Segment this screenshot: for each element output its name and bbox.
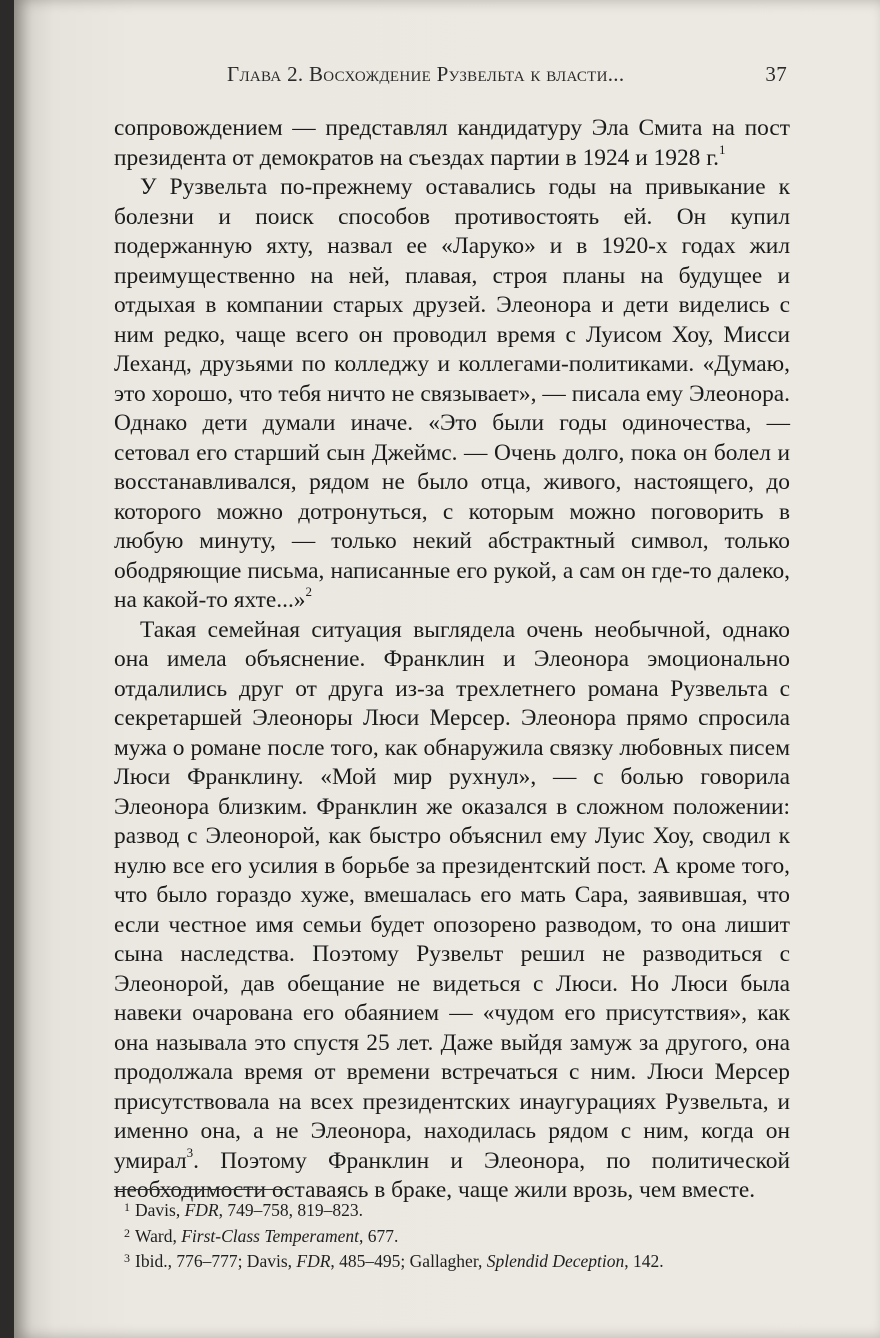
footnote-ref-1: 1: [719, 141, 726, 157]
footnote-mark: 3: [124, 1251, 130, 1265]
footnote-ref-3: 3: [186, 1144, 194, 1160]
paragraph-text-end: . Поэтому Франклин и Элеонора, по политической необходимости оставаясь в браке, чаще жили врозь, чем вместе.: [114, 1147, 790, 1203]
footnote-mark: 2: [124, 1225, 130, 1240]
footnote-title: Splendid Deception: [486, 1251, 625, 1271]
footnote-text: Ward,: [135, 1225, 182, 1246]
footnote-3: [124, 1250, 784, 1276]
running-head: Глава 2. Восхождение Рузвельта к власти...: [227, 62, 625, 86]
footnote-divider: [114, 1189, 289, 1190]
footnote-text: , 142.: [624, 1251, 664, 1271]
footnote-title: FDR: [296, 1251, 331, 1271]
footnote-mark: 1: [124, 1200, 130, 1214]
page-number: 37: [765, 62, 787, 86]
footnote-text: , 485–495; Gallagher,: [330, 1251, 487, 1271]
footnote-text: , 677.: [359, 1225, 399, 1246]
footnote-text: , 749–758, 819–823.: [218, 1200, 363, 1220]
footnote-1: [124, 1199, 784, 1225]
footnote-title: First-Class Temperament: [181, 1225, 359, 1246]
paragraph-3: [114, 616, 790, 1206]
paragraph-text: У Рузвельта по-прежнему оставались годы на привыкание к болезни и поиск способов противостоять ей. Он купил подержанную яхту, назвал ее «Ларуко» и в 1920-х годах жил преимущественно на ней, плавая, строя планы на будущее и отдыхая в компании старых друзей. Элеонора и дети виделись с ним редко, чаще всего он проводил время с Луисом Хоу, Мисси Леханд, друзьями по колледжу и коллегами-политиками. «Думаю, это хорошо, что тебя ничто не связывает», — писала ему Элеонора. Однако дети думали иначе. «Это были годы одиночества, — сетовал его старший сын Джеймс. — Очень долго, пока он болел и восстанавливался, рядом не было отца, живого, настоящего, до которого можно дотронуться, с которым можно поговорить в любую минуту, — только некий абстрактный символ, только ободряющие письма, написанные его рукой, а сам он где-то далеко, на какой-то яхте...»: [114, 174, 790, 613]
book-page: [14, 0, 880, 1338]
footnote-ref-2: 2: [305, 584, 312, 600]
footnote-text: Ibid., 776–777; Davis,: [135, 1251, 297, 1271]
paragraph-text: сопровождением — представлял кандидатуру Эла Смита на пост президента от демократов на съездах партии в 1924 и 1928 г.: [114, 115, 790, 171]
body-text: [114, 114, 790, 1206]
page-header: [227, 62, 787, 96]
paragraph-1: [114, 114, 790, 173]
footnotes: [124, 1199, 784, 1276]
footnote-text: Davis,: [135, 1200, 185, 1220]
paragraph-2: [114, 173, 790, 616]
footnote-title: FDR: [184, 1200, 219, 1220]
paragraph-text: Такая семейная ситуация выглядела очень необычной, однако она имела объяснение. Франклин и Элеонора эмоционально отдалились друг от друга из-за трехлетнего романа Рузвельта с секретаршей Элеоноры Люси Мерсер. Элеонора прямо спросила мужа о романе после того, как обнаружила связку любовных писем Люси Франклину. «Мой мир рухнул», — с болью говорила Элеонора близким. Франклин же оказался в сложном положении: развод с Элеонорой, как быстро объяснил ему Луис Хоу, сводил к нулю все его усилия в борьбе за президентский пост. А кроме того, что было гораздо хуже, вмешалась его мать Сара, заявившая, что если честное имя семьи будет опозорено разводом, то она лишит сына наследства. Поэтому Рузвельт решил не разводиться с Элеонорой, дав обещание не видеться с Люси. Но Люси была навеки очарована его обаянием — «чудом его присутствия», как она называла это спустя 25 лет. Даже выйдя замуж за другого, она продолжала время от времени встречаться с ним. Люси Мерсер присутствовала на всех президентских инаугурациях Рузвельта, и именно она, а не Элеонора, находилась рядом с ним, когда он умирал: [114, 616, 790, 1174]
footnote-2: [124, 1225, 784, 1251]
